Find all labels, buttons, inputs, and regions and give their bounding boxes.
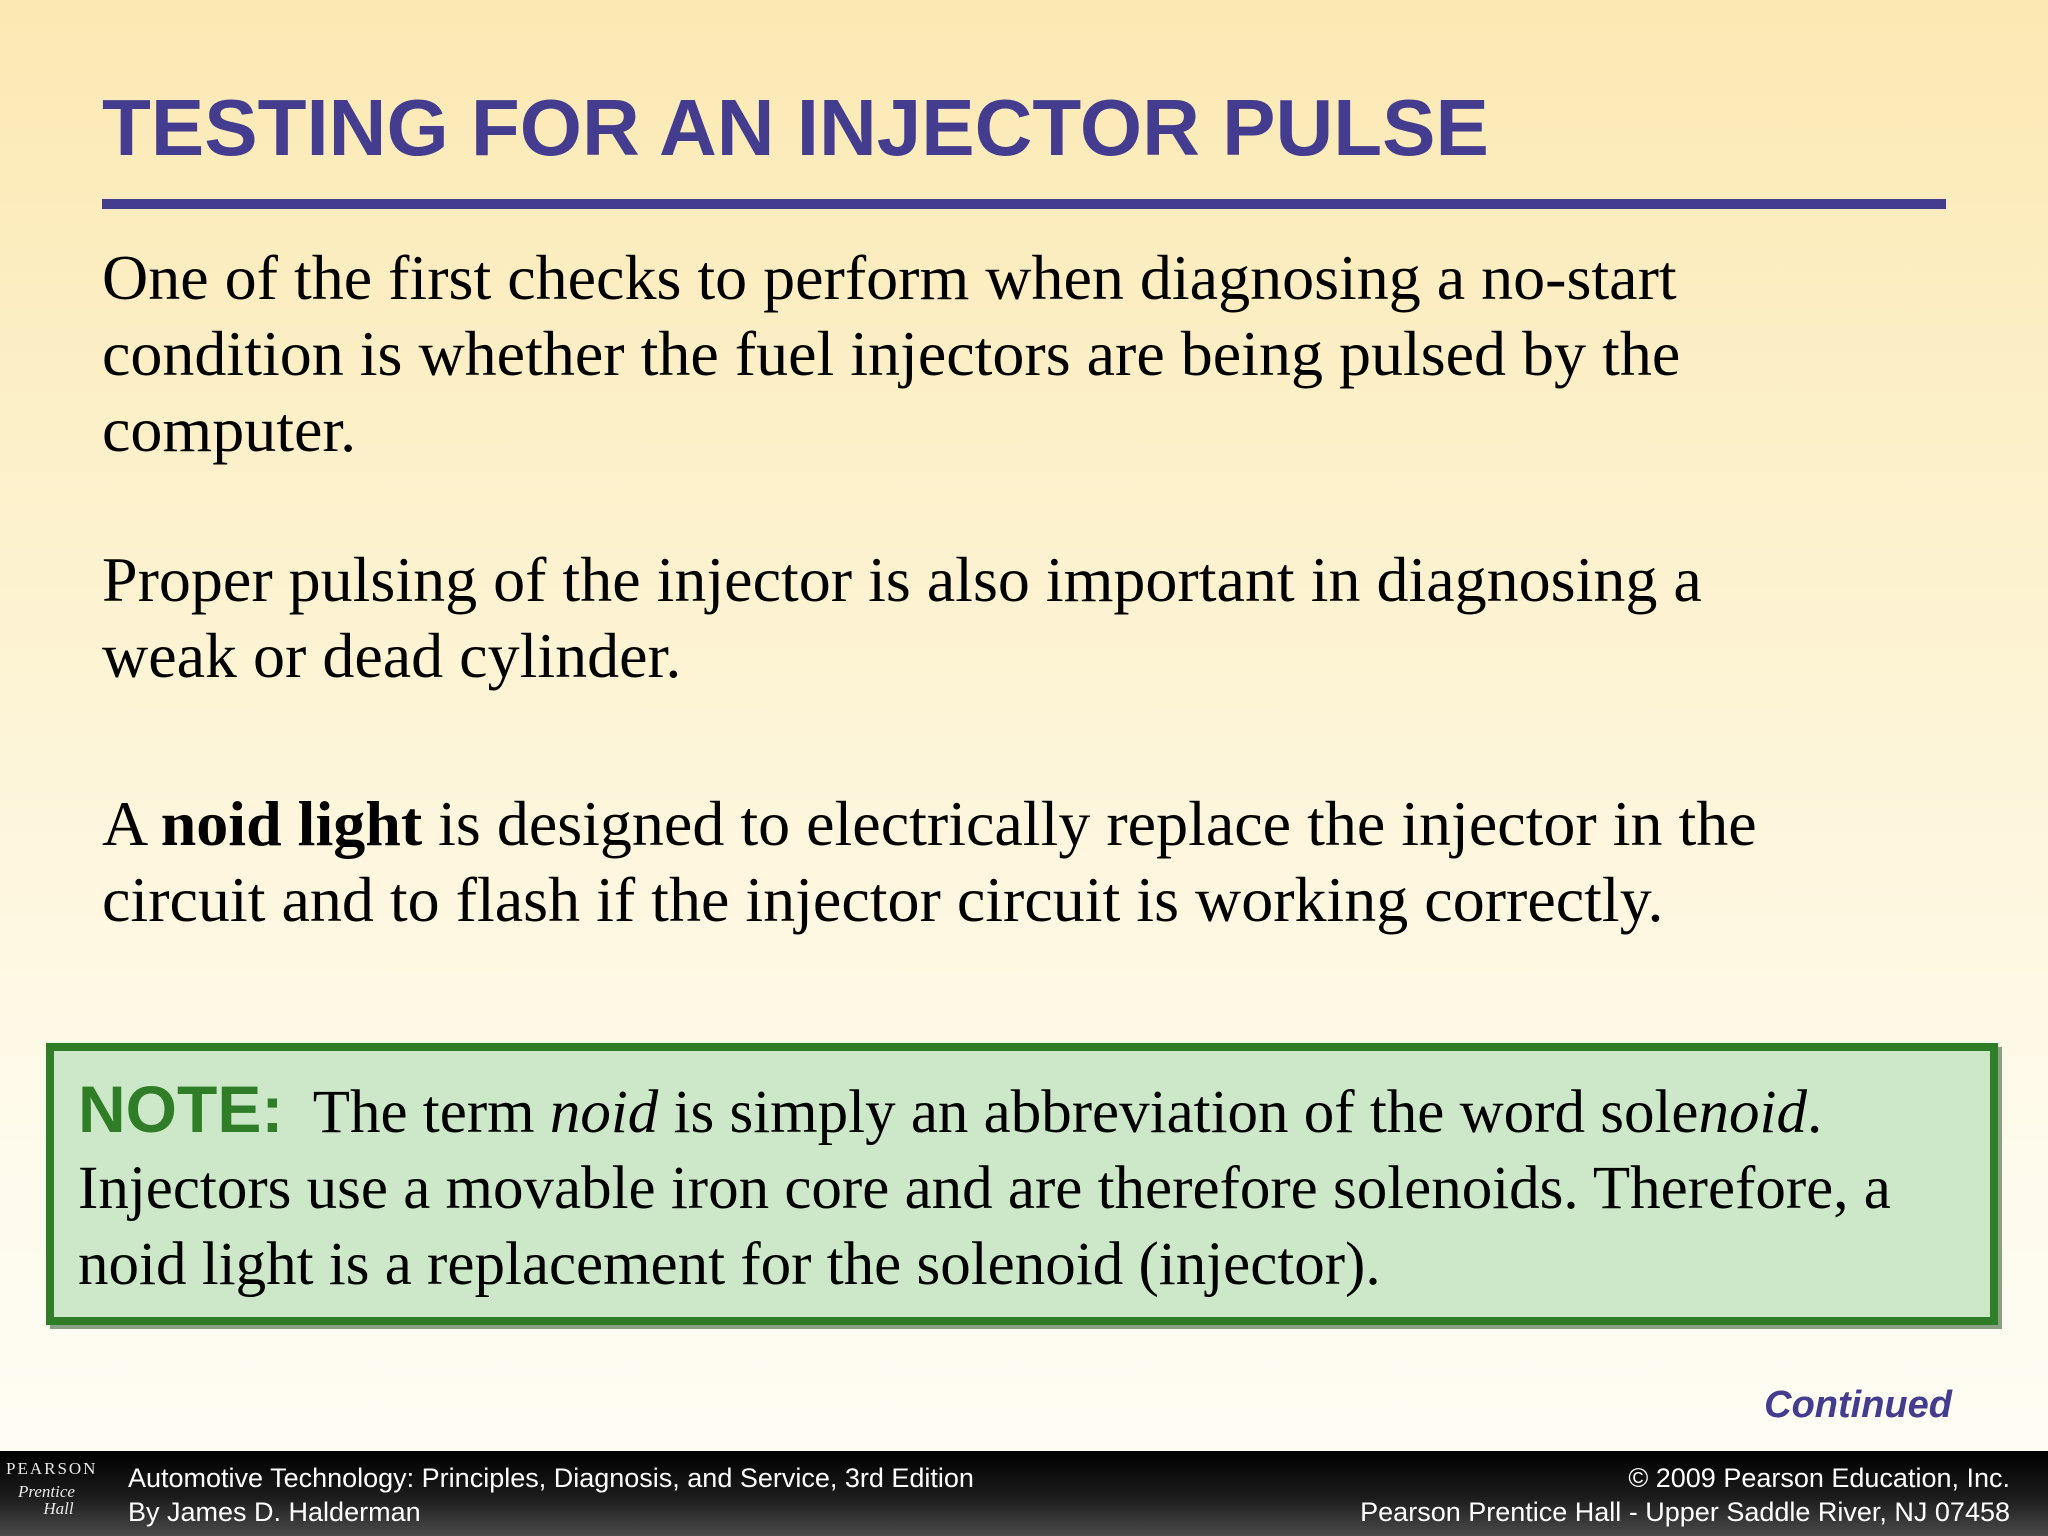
note-label: NOTE: xyxy=(78,1072,284,1146)
note-text-part: The term xyxy=(283,1079,550,1146)
logo-line: Prentice xyxy=(18,1482,75,1501)
continued-label: Continued xyxy=(1764,1384,1952,1426)
logo-prentice-hall-text xyxy=(18,1483,75,1517)
footer-copyright xyxy=(1360,1461,2010,1529)
paragraph-text: is designed to electrically replace the injector in the xyxy=(422,788,1757,859)
noid-light-term: noid light xyxy=(160,788,423,859)
publisher-text: Pearson Prentice Hall - Upper Saddle River, NJ 07458 xyxy=(1360,1497,2010,1527)
book-title: Automotive Technology: Principles, Diagnosis, and Service, 3rd Edition xyxy=(128,1463,974,1493)
noid-italic: noid xyxy=(549,1079,659,1146)
paragraph-line: One of the first checks to perform when diagnosing a no-start xyxy=(102,242,1677,313)
note-text-part: . xyxy=(1806,1079,1823,1146)
paragraph-noid-light xyxy=(102,786,1942,938)
logo-pearson-text: PEARSON xyxy=(6,1459,98,1478)
title-underline xyxy=(102,199,1946,209)
footer-book-info xyxy=(128,1461,974,1529)
copyright-text: © 2009 Pearson Education, Inc. xyxy=(1628,1463,2010,1493)
paragraph-line: weak or dead cylinder. xyxy=(102,620,682,691)
logo-line: Hall xyxy=(43,1499,74,1518)
paragraph-line: circuit and to flash if the injector circuit is working correctly. xyxy=(102,864,1664,935)
paragraph-no-start-check xyxy=(102,240,1942,468)
note-line: Injectors use a movable iron core and are therefore solenoids. Therefore, a xyxy=(78,1155,1891,1222)
book-author: By James D. Halderman xyxy=(128,1497,421,1527)
paragraph-prefix: A xyxy=(102,788,161,859)
paragraph-line: condition is whether the fuel injectors are being pulsed by the xyxy=(102,318,1681,389)
note-text-part: is simply an abbreviation of the word sole xyxy=(658,1079,1699,1146)
paragraph-line: Proper pulsing of the injector is also important in diagnosing a xyxy=(102,544,1702,615)
note-line xyxy=(78,1071,1891,1151)
pearson-prentice-hall-logo xyxy=(4,1459,100,1531)
footer-bar xyxy=(0,1451,2048,1536)
paragraph-proper-pulsing xyxy=(102,542,1942,694)
paragraph-line xyxy=(102,786,1942,862)
note-line: noid light is a replacement for the solenoid (injector). xyxy=(78,1231,1381,1298)
noid-italic-suffix: noid xyxy=(1698,1079,1807,1146)
paragraph-line: computer. xyxy=(102,394,357,465)
note-box xyxy=(46,1043,1998,1325)
slide-title: TESTING FOR AN INJECTOR PULSE xyxy=(102,83,1489,172)
note-text xyxy=(78,1071,1891,1303)
